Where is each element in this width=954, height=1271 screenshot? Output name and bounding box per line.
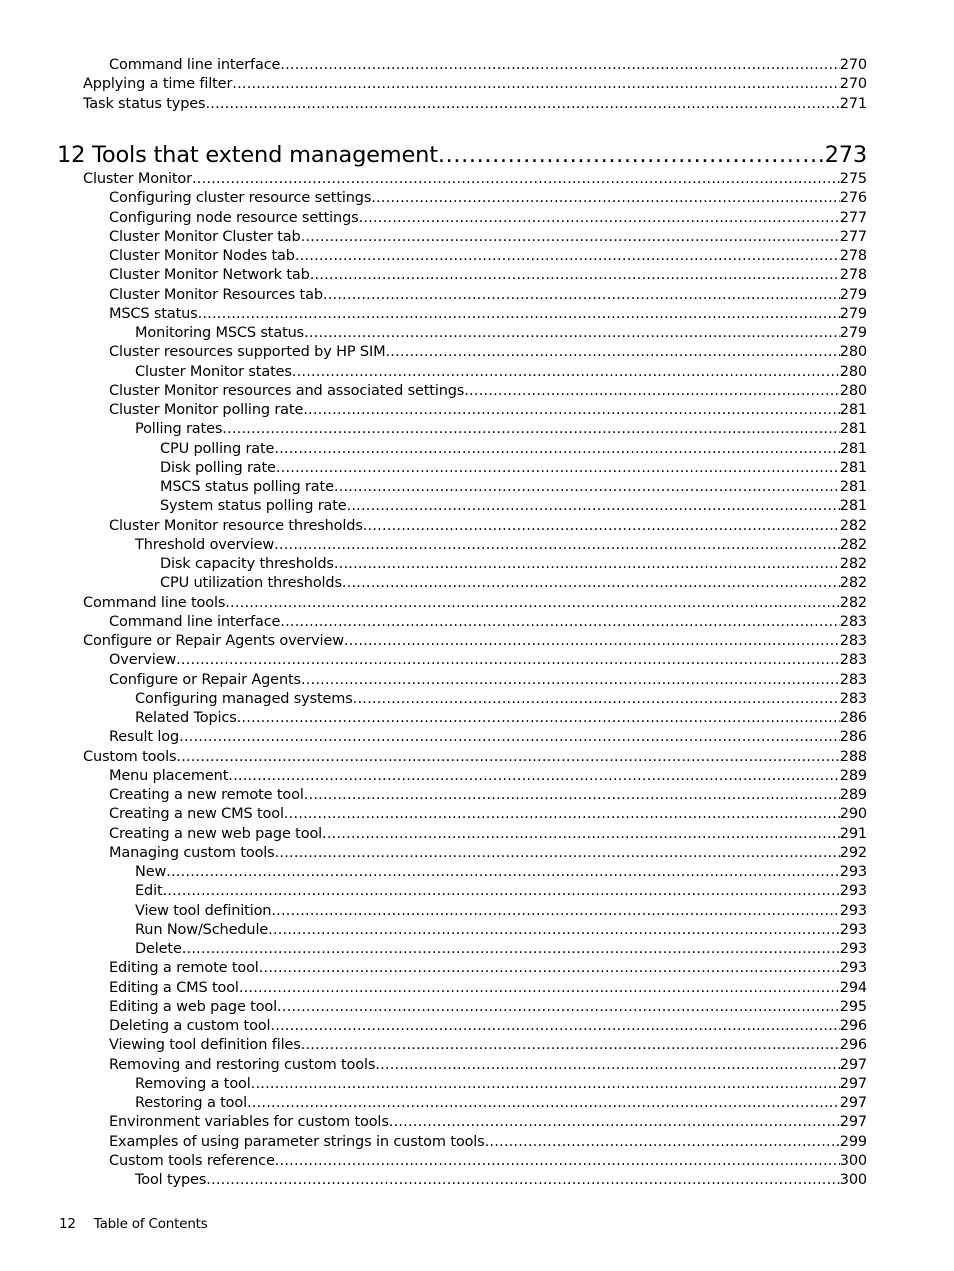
toc-entry-title: Cluster Monitor states [135,363,292,380]
toc-entry[interactable] [0,940,954,959]
toc-entry-page-number: 276 [839,190,867,207]
toc-entry-page-number: 283 [839,613,867,630]
dot-leader [344,632,840,651]
toc-entry-page-number: 293 [839,941,867,957]
toc-entry-list [0,170,954,1190]
toc-entry-page-number: 270 [839,76,867,93]
toc-entry-title: Tool types [135,1172,207,1188]
dot-leader [280,613,839,632]
toc-entry-page-number: 283 [839,671,867,688]
toc-entry[interactable] [0,478,954,497]
toc-entry-page-number: 281 [839,402,867,418]
toc-entry[interactable] [0,786,954,805]
toc-entry-page-number: 278 [839,248,867,264]
toc-entry-page-number: 281 [839,479,867,495]
toc-entry-page-number: 281 [839,498,867,515]
dot-leader [259,959,840,978]
toc-entry-title: Custom tools [83,748,177,765]
toc-entry-title: Disk polling rate [160,459,276,476]
dot-leader [485,1133,840,1152]
toc-entry-title: Overview [109,652,177,669]
toc-entry[interactable] [0,1075,954,1094]
dot-leader [389,1113,840,1132]
toc-entry-title: Removing and restoring custom tools [109,1056,376,1073]
dot-leader [228,767,840,786]
dot-leader [222,420,840,439]
dot-leader [359,209,840,228]
dot-leader [334,478,840,497]
toc-entry-title: Run Now/Schedule [135,921,269,938]
toc-entry-page-number: 297 [839,1114,867,1131]
dot-leader [292,363,840,382]
toc-entry[interactable] [0,536,954,555]
dot-leader [304,786,840,805]
toc-entry-title: Cluster resources supported by HP SIM [109,344,386,361]
toc-entry-title: Configuring node resource settings [109,209,359,226]
toc-entry-title: Command line tools [83,594,226,611]
toc-entry-page-number: 283 [839,633,867,649]
toc-entry-title: Viewing tool definition files [109,1037,301,1054]
dot-leader [176,748,839,767]
toc-entry-page-number: 296 [839,1018,867,1034]
toc-entry-page-number: 286 [839,729,867,746]
dot-leader [375,1056,839,1075]
toc-entry[interactable] [0,228,954,247]
dot-leader [239,979,840,998]
dot-leader [301,671,840,690]
toc-entry[interactable] [0,805,954,824]
dot-leader [206,1171,840,1190]
toc-entry[interactable] [0,709,954,728]
toc-entry-page-number: 280 [839,363,867,380]
toc-entry-page-number: 279 [839,286,867,303]
toc-entry-title: Cluster Monitor Nodes tab [109,248,295,264]
toc-entry[interactable] [0,728,954,747]
toc-entry[interactable] [0,690,954,709]
toc-entry[interactable] [0,1017,954,1036]
toc-entry-page-number: 294 [839,979,867,996]
toc-entry-title: MSCS status polling rate [160,479,334,495]
toc-entry[interactable] [0,574,954,593]
toc-entry-title: Delete [135,941,182,957]
toc-entry-page-number: 282 [839,594,867,611]
toc-entry-page-number: 282 [839,536,867,553]
toc-entry[interactable] [0,324,954,343]
toc-entry[interactable] [0,555,954,574]
toc-entry-title: Environment variables for custom tools [109,1114,389,1131]
toc-entry[interactable] [0,517,954,536]
dot-leader [385,343,839,362]
toc-entry-page-number: 283 [839,690,867,707]
toc-entry-title: CPU utilization thresholds [160,575,342,592]
toc-entry[interactable] [0,1056,954,1075]
toc-entry-page-number: 286 [839,710,867,726]
toc-entry[interactable] [0,1171,954,1190]
dot-leader [301,1036,840,1055]
toc-entry-page-number: 296 [839,1037,867,1054]
toc-entry-page-number: 279 [839,305,867,322]
toc-entry[interactable] [0,382,954,401]
dot-leader [205,95,839,114]
toc-entry-title: Creating a new remote tool [109,787,304,803]
dot-leader [323,286,840,305]
dot-leader [270,1017,839,1036]
toc-entry[interactable] [0,95,954,114]
dot-leader [225,594,840,613]
dot-leader [353,690,840,709]
toc-entry-title: Disk capacity thresholds [160,556,334,572]
toc-entry-title: Result log [109,729,180,746]
toc-entry-title: Cluster Monitor [83,171,192,187]
toc-entry[interactable] [0,247,954,266]
toc-entry-title: Managing custom tools [109,844,275,861]
toc-entry[interactable] [0,921,954,940]
dot-leader [166,863,840,882]
toc-entry-title: Threshold overview [135,536,275,553]
toc-entry[interactable] [0,401,954,420]
dot-leader [247,1094,840,1113]
toc-entry[interactable] [0,440,954,459]
toc-entry-page-number: 281 [839,459,867,476]
dot-leader [464,382,840,401]
toc-entry-title: Editing a CMS tool [109,979,239,996]
footer-page-number: 12 [59,1216,76,1232]
toc-entry-page-number: 293 [839,883,867,900]
dot-leader [342,574,840,593]
toc-entry-page-number: 282 [839,556,867,572]
toc-entry-page-number: 297 [839,1075,867,1092]
dot-leader [322,825,840,844]
toc-entry-title: Cluster Monitor Cluster tab [109,228,301,245]
toc-entry-page-number: 281 [839,440,867,457]
toc-entry-title: View tool definition [135,902,272,919]
toc-entry-page-number: 282 [839,517,867,534]
toc-entry[interactable] [0,1133,954,1152]
toc-entry-page-number: 277 [839,209,867,226]
toc-entry[interactable] [0,998,954,1017]
toc-entry[interactable] [0,863,954,882]
dot-leader [237,709,840,728]
dot-leader [295,247,840,266]
dot-leader [304,324,840,343]
toc-entry[interactable] [0,882,954,901]
dot-leader [363,517,840,536]
toc-entry-title: Edit [135,883,163,900]
toc-entry-page-number: 277 [839,228,867,245]
toc-entry-page-number: 293 [839,864,867,880]
toc-entry[interactable] [0,979,954,998]
toc-entry-page-number: 297 [839,1056,867,1073]
toc-entry[interactable] [0,363,954,382]
toc-entry[interactable] [0,671,954,690]
dot-leader [277,998,840,1017]
toc-entry-title: Cluster Monitor Network tab [109,267,310,284]
toc-entry[interactable] [0,902,954,921]
toc-entry-title: Menu placement [109,767,229,784]
toc-entry-title: Task status types [83,95,206,112]
toc-entry-page-number: 282 [839,575,867,592]
toc-entry-page-number: 275 [839,171,867,187]
toc-entry[interactable] [0,767,954,786]
toc-entry-title: Polling rates [135,421,223,438]
dot-leader [251,1075,840,1094]
toc-entry[interactable] [0,56,954,75]
toc-entry-title: Configuring cluster resource settings [109,190,372,207]
toc-entry[interactable] [0,613,954,632]
dot-leader [232,75,840,94]
toc-entry-page-number: 293 [839,902,867,919]
toc-entry-title: Applying a time filter [83,76,233,93]
toc-entry-title: Creating a new web page tool [109,825,323,842]
toc-entry[interactable] [0,170,954,189]
toc-entry-page-number: 299 [839,1133,867,1150]
toc-entry-page-number: 292 [839,844,867,861]
dot-leader [301,228,840,247]
dot-leader [268,921,840,940]
toc-entry-page-number: 291 [839,825,867,842]
toc-entry-page-number: 288 [839,748,867,765]
toc-entry-title: Configuring managed systems [135,690,353,707]
toc-entry-page-number: 290 [839,806,867,823]
toc-entry[interactable] [0,632,954,651]
chapter-page-number: 273 [824,142,867,168]
toc-entry-page-number: 295 [839,998,867,1015]
toc-entry[interactable] [0,459,954,478]
toc-entry-title: Command line interface [109,57,281,73]
toc-entry-title: Restoring a tool [135,1095,247,1111]
dot-leader [192,170,840,189]
toc-entry[interactable] [0,651,954,670]
toc-entry[interactable] [0,594,954,613]
footer-label: Table of Contents [93,1216,208,1232]
toc-entry-page-number: 293 [839,921,867,938]
toc-entry-page-number: 283 [839,652,867,669]
toc-entry-page-number: 270 [839,57,867,73]
toc-entry-title: Related Topics [135,710,237,726]
toc-entry[interactable] [0,844,954,863]
toc-entry[interactable] [0,189,954,208]
toc-entry[interactable] [0,75,954,94]
toc-entry-title: New [135,864,167,880]
page-footer [59,1216,208,1232]
toc-entry-title: Cluster Monitor Resources tab [109,286,323,303]
toc-entry-page-number: 297 [839,1095,867,1111]
toc-entry-title: Monitoring MSCS status [135,325,305,341]
dot-leader [275,1152,840,1171]
toc-continuation-list [0,56,954,114]
toc-entry-title: CPU polling rate [160,440,275,457]
toc-entry-page-number: 278 [839,267,867,284]
toc-entry[interactable] [0,209,954,228]
dot-leader [162,882,839,901]
dot-leader [276,459,840,478]
toc-entry[interactable] [0,420,954,439]
dot-leader [182,940,840,959]
toc-entry-title: Configure or Repair Agents overview [83,633,344,649]
toc-entry-title: Examples of using parameter strings in custom tools [109,1133,485,1150]
dot-leader [303,401,840,420]
toc-entry-title: Editing a web page tool [109,998,278,1015]
toc-entry-page-number: 281 [839,421,867,438]
toc-entry-title: Configure or Repair Agents [109,671,301,688]
dot-leader [271,902,839,921]
dot-leader [438,140,825,170]
toc-entry-page-number: 279 [839,325,867,341]
dot-leader [371,189,840,208]
toc-entry-title: MSCS status [109,305,198,322]
toc-entry[interactable] [0,305,954,324]
toc-entry[interactable] [0,825,954,844]
chapter-heading[interactable] [57,140,867,170]
toc-entry[interactable] [0,1094,954,1113]
toc-entry[interactable] [0,1036,954,1055]
dot-leader [176,651,840,670]
toc-entry-title: Custom tools reference [109,1152,275,1169]
dot-leader [347,497,840,516]
toc-entry-page-number: 293 [839,960,867,977]
toc-entry[interactable] [0,343,954,362]
dot-leader [275,844,840,863]
dot-leader [274,440,839,459]
toc-entry-title: Command line interface [109,613,281,630]
toc-entry-page-number: 289 [839,787,867,803]
toc-entry-title: System status polling rate [160,498,347,515]
toc-entry-page-number: 300 [839,1152,867,1169]
toc-entry-page-number: 280 [839,344,867,361]
dot-leader [334,555,840,574]
toc-entry-title: Cluster Monitor polling rate [109,402,304,418]
toc-entry-page-number: 280 [839,382,867,399]
toc-entry[interactable] [0,1152,954,1171]
toc-entry-page-number: 289 [839,767,867,784]
toc-entry[interactable] [0,748,954,767]
toc-entry-page-number: 271 [839,95,867,112]
toc-entry-title: Cluster Monitor resources and associated settings [109,382,465,399]
toc-entry-title: Editing a remote tool [109,960,259,977]
toc-entry[interactable] [0,959,954,978]
toc-entry-page-number: 300 [839,1172,867,1188]
toc-entry-title: Cluster Monitor resource thresholds [109,517,363,534]
dot-leader [280,56,839,75]
toc-entry[interactable] [0,266,954,285]
dot-leader [284,805,840,824]
toc-entry[interactable] [0,497,954,516]
toc-entry[interactable] [0,1113,954,1132]
toc-entry-title: Deleting a custom tool [109,1018,271,1034]
chapter-title: 12 Tools that extend management [57,142,438,168]
dot-leader [179,728,840,747]
dot-leader [274,536,840,555]
dot-leader [310,266,840,285]
toc-entry-title: Removing a tool [135,1075,251,1092]
toc-entry[interactable] [0,286,954,305]
dot-leader [198,305,840,324]
toc-entry-title: Creating a new CMS tool [109,806,284,823]
